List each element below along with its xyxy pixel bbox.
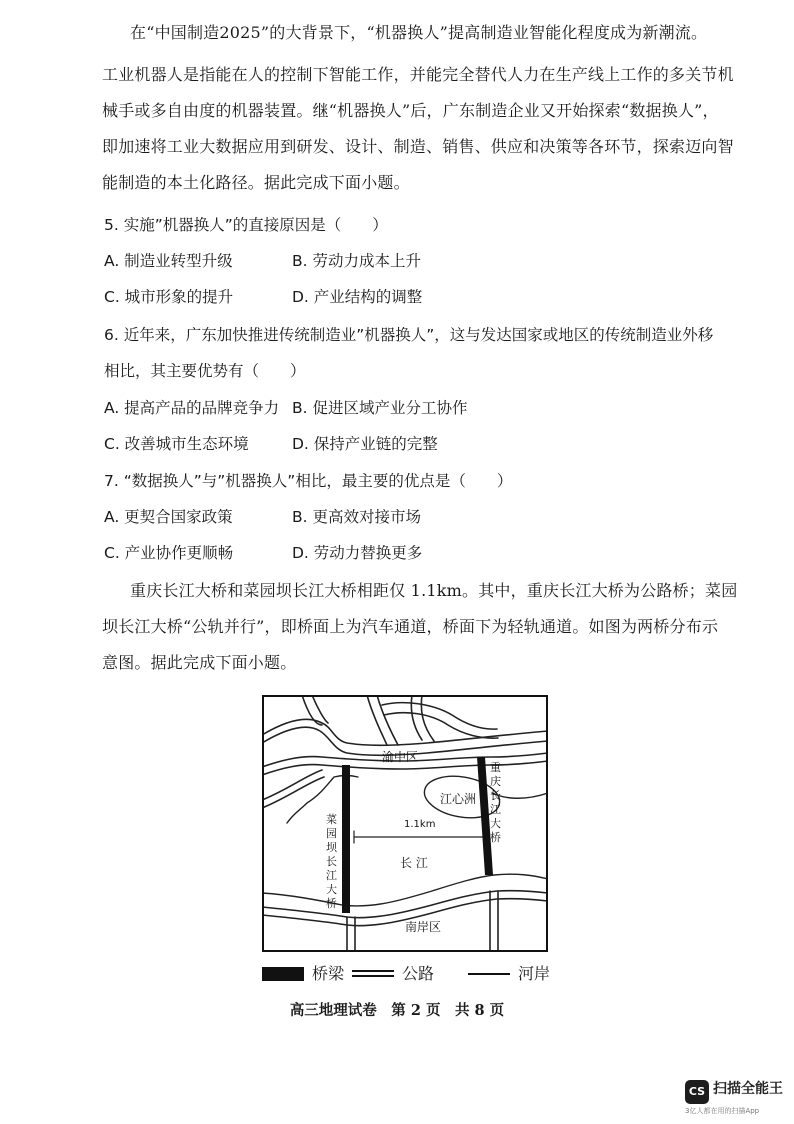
option-d: D. 劳动力替换更多 — [292, 544, 423, 562]
option-b: B. 促进区域产业分工协作 — [292, 399, 468, 417]
option-a: A. 提高产品的品牌竞争力 — [104, 399, 280, 417]
option-c: C. 城市形象的提升 — [104, 288, 234, 306]
label-nanan: 南岸区 — [405, 920, 442, 934]
legend-bridge-swatch — [262, 967, 304, 981]
label-island: 江心洲 — [440, 792, 477, 806]
option-d: D. 保持产业链的完整 — [292, 435, 438, 453]
passage-line: 坝长江大桥“公轨并行”，即桥面上为汽车通道，桥面下为轻轨通道。如图为两桥分布示 — [102, 617, 719, 636]
question-stem: 7. “数据换人”与”机器换人”相比，最主要的优点是（ ） — [104, 472, 513, 490]
camscanner-slogan: 3亿人都在用的扫描App — [685, 1107, 760, 1115]
option-c: C. 改善城市生态环境 — [104, 435, 249, 453]
question-stem: 5. 实施”机器换人”的直接原因是（ ） — [104, 216, 388, 234]
map-frame — [262, 695, 548, 952]
label-bridge-east: 重庆长江大桥 — [490, 761, 501, 844]
passage-line: 重庆长江大桥和菜园坝长江大桥相距仅 1.1km。其中，重庆长江大桥为公路桥；菜园 — [130, 581, 738, 600]
option-a: A. 更契合国家政策 — [104, 508, 233, 526]
passage-line: 械手或多自由度的机器装置。继“机器换人”后，广东制造企业又开始探索“数据换人”， — [102, 101, 719, 120]
legend-road-label: 公路 — [402, 964, 435, 983]
label-bridge-west: 菜园坝长江大桥 — [326, 813, 337, 910]
option-a: A. 制造业转型升级 — [104, 252, 233, 270]
legend-bank-label: 河岸 — [518, 964, 551, 983]
camscanner-logo: CS — [685, 1080, 709, 1104]
label-distance: 1.1km — [404, 819, 436, 830]
legend-bridge-label: 桥梁 — [312, 964, 345, 983]
label-river: 长 江 — [400, 856, 428, 870]
option-c: C. 产业协作更顺畅 — [104, 544, 234, 562]
legend-bank-swatch — [468, 973, 510, 975]
label-yuzhong: 渝中区 — [382, 750, 419, 764]
option-d: D. 产业结构的调整 — [292, 288, 423, 306]
passage-line: 在“中国制造2025”的大背景下，“机器换人”提高制造业智能化程度成为新潮流。 — [130, 23, 708, 42]
passage-line: 能制造的本土化路径。据此完成下面小题。 — [102, 173, 410, 192]
option-b: B. 更高效对接市场 — [292, 508, 421, 526]
question-stem: 6. 近年来，广东加快推进传统制造业”机器换人”，这与发达国家或地区的传统制造业外移 — [104, 326, 714, 344]
passage-line: 意图。据此完成下面小题。 — [102, 653, 297, 672]
camscanner-brand: 扫描全能王 — [713, 1081, 783, 1097]
passage-line: 工业机器人是指能在人的控制下智能工作，并能完全替代人力在生产线上工作的多关节机 — [102, 65, 734, 84]
legend-road-swatch — [352, 970, 394, 977]
passage-line: 即加速将工业大数据应用到研发、设计、制造、销售、供应和决策等各环节，探索迈向智 — [102, 137, 734, 156]
question-stem: 相比，其主要优势有（ ） — [104, 362, 306, 380]
page-footer: 高三地理试卷 第 2 页 共 8 页 — [289, 1002, 505, 1019]
option-b: B. 劳动力成本上升 — [292, 252, 421, 270]
